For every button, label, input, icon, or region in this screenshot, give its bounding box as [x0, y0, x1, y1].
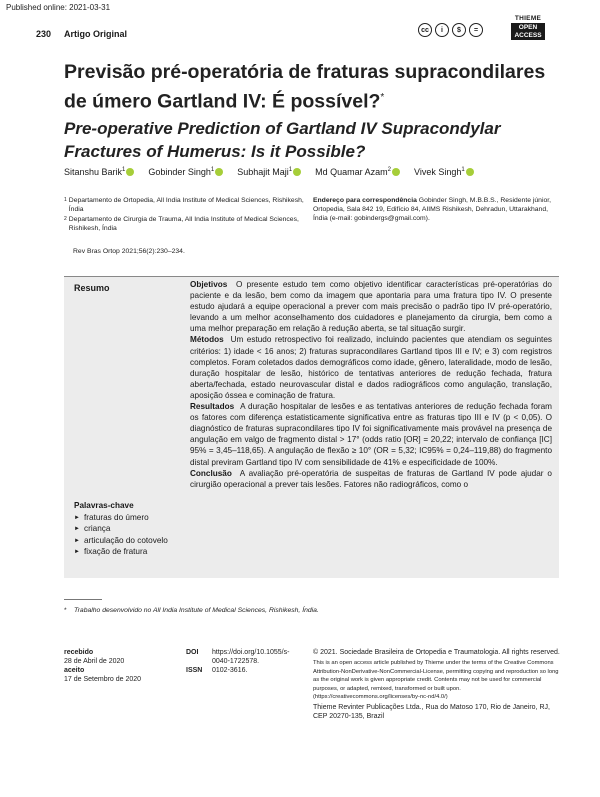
by-icon: i [435, 23, 449, 37]
orcid-icon[interactable] [215, 168, 223, 176]
orcid-icon[interactable] [126, 168, 134, 176]
doi-link[interactable]: https://doi.org/10.1055/s-0040-1722578. [212, 649, 290, 665]
article-dates: recebido 28 de Abril de 2020 aceito 17 de Setembro de 2020 [64, 649, 142, 683]
open-access-line-2: ACCESS [514, 31, 542, 39]
correspondence-label: Endereço para correspondência [313, 197, 417, 204]
license-icons[interactable] [418, 23, 483, 37]
nc-icon: $ [452, 23, 466, 37]
orcid-icon[interactable] [466, 168, 474, 176]
footnote: * Trabalho desenvolvido no All India Institute of Medical Sciences, Rishikesh, Índia. [64, 607, 319, 614]
affiliation: 1 Departamento de Ortopedia, All India Institute of Medical Sciences, Rishikesh, Índia [64, 197, 304, 213]
keywords-label: Palavras-chave [74, 501, 134, 510]
author: Gobinder Singh$^1$ [148, 167, 223, 177]
abstract-objectives: Objetivos O presente estudo tem como objetivo identificar características pré-operatórias do paciente e da lesão, bem como da imagem que apontaria para uma fratura tipo IV. O presente estudo ajudará a equipe operacional a prever com mais precisão o padrão tipo IV pré-operatório, levando a um melhor aconselhamento dos cuidadores e planejamento da cirurgia, bem como a uma melhor preparação em relação à redução aberta, se tal situação surgir. [190, 280, 552, 334]
author-list [64, 167, 474, 177]
keyword-item: ► articulação do cotovelo [74, 535, 184, 547]
section-label: Artigo Original [64, 29, 127, 39]
keyword-item: ► criança [74, 523, 184, 535]
license-text: This is an open access article published by Thieme under the terms of the Creative Commons Attribution-NonDerivative-NonCommercial-License, permitting copying and reproduction so long as the original work is given appropriate credit. Contents may not be used for commercial purposes, or adapted, remixed, transformed or built upon. (https://creativecommons.org/licenses/by-nc-nd/4.0/) [313, 660, 559, 700]
title-english: Pre-operative Prediction of Gartland IV Supracondylar Fractures of Humerus: Is it Possible? [64, 119, 501, 161]
correspondence-address [313, 196, 561, 223]
open-access-line-1: OPEN [518, 24, 538, 31]
title-pt-text: Previsão pré-operatória de fraturas supracondilares de úmero Gartland IV: É possível? [64, 61, 546, 113]
article-identifiers: DOI https://doi.org/10.1055/s-0040-1722578. ISSN 0102-3616. [186, 648, 300, 675]
published-online-date: Published online: 2021-03-31 [6, 3, 111, 12]
abstract-conclusion: Conclusão A avaliação pré-operatória de suspeitas de fraturas de Gartland IV pode ajudar o cirurgião operacional a prever tais lesões. Fatores não radiográficos, como o [190, 468, 552, 489]
publisher-address: Thieme Revinter Publicações Ltda., Rua do Matoso 170, Rio de Janeiro, RJ, CEP 20270-135, Brazil [313, 703, 550, 720]
title-portuguese [64, 60, 564, 115]
open-access-badge [511, 23, 545, 40]
journal-reference: Rev Bras Ortop 2021;56(2):230–234. [73, 248, 185, 255]
title-footnote-mark: * [380, 92, 385, 103]
author: Sitanshu Barik$^1$ [64, 167, 134, 177]
cc-icon: cc [418, 23, 432, 37]
orcid-icon[interactable] [392, 168, 400, 176]
copyright-notice [313, 648, 563, 721]
author: Subhajit Maji$^1$ [237, 167, 301, 177]
keywords [74, 500, 184, 558]
abstract-methods: Métodos Um estudo retrospectivo foi realizado, incluindo pacientes que atendiam os seguintes critérios: 1) idade < 16 anos; 2) fraturas supracondilares Gartland tipos III e IV; e 3) com registros completos. Foram coletados dados demográficos como idade, gênero, lateralidade, modo de lesão, duração hospitalar de lesão, histórico de tentativas anteriores de redução fechada, fratura aberta/fechada, estado neurovascular distal e dados radiográficos como angulação, translação, aposição óssea e cominação de fratura. [190, 335, 552, 400]
keyword-item: ► fixação de fratura [74, 546, 184, 558]
nd-icon: = [469, 23, 483, 37]
author: Md Quamar Azam$^2$ [315, 167, 400, 177]
keyword-item: ► fraturas do úmero [74, 512, 184, 524]
abstract-results: Resultados A duração hospitalar de lesões e as tentativas anteriores de redução fechada foram os fatores com diferença estatisticamente significativa entre as fraturas tipo III e IV (p < 0,05). O diagnóstico de fraturas supracondilares tipo IV foi significativamente mais provável na presença de angulação em valgo de fragmento distal > 17° (odds ratio [OR] = 20,22; intervalo de confiança [IC] 95% = 3,45–118,65). A angulação de flexão ≥ 10° (OR = 5,32; IC95% = 0,24–119,88) do fragmento distal previram Gartland tipo IV com sensibilidade de 41% e especificidade de 100%. [190, 402, 552, 467]
affiliation: 2 Departamento de Cirurgia de Trauma, All India Institute of Medical Sciences, Rishikesh, Índia [64, 216, 299, 232]
author: Vivek Singh$^1$ [414, 167, 474, 177]
thieme-logo [511, 15, 545, 40]
copyright-main: © 2021. Sociedade Brasileira de Ortopedia e Traumatologia. All rights reserved. [313, 649, 560, 656]
orcid-icon[interactable] [293, 168, 301, 176]
affiliations [64, 196, 304, 234]
abstract-body [190, 279, 552, 490]
page-number: 230 [36, 29, 52, 39]
correspondence-text: Gobinder Singh, M.B.B.S., Residente júnior, Ortopedia, Sala 842 19, Edifício 84, AIIMS Rishikesh, Dehradun, Uttarakhand, Índia (e-mail: gobindergs@gmail.com). [313, 197, 552, 222]
publisher-name: THIEME [514, 15, 542, 22]
footnote-divider [64, 599, 102, 600]
abstract-label: Resumo [74, 283, 110, 293]
